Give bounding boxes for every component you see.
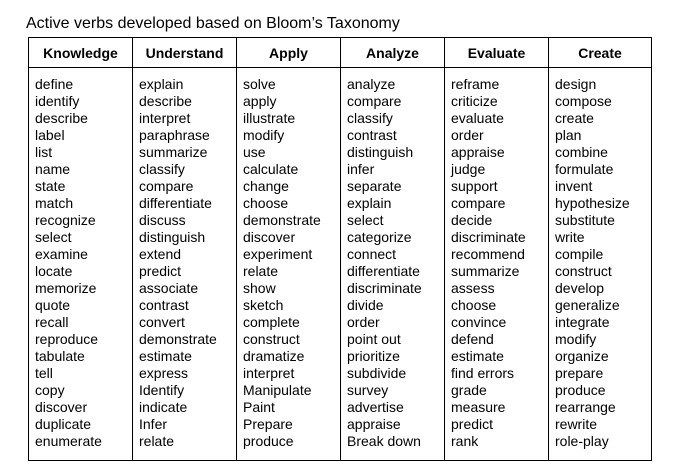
verb-item: quote [35, 297, 71, 313]
verb-item: construct [243, 331, 300, 347]
verb-item: recognize [35, 212, 96, 228]
verb-item: subdivide [347, 365, 407, 381]
verb-item: express [139, 365, 189, 381]
verb-item: survey [347, 382, 389, 398]
verb-item: enumerate [35, 433, 102, 449]
verb-item: label [35, 127, 65, 143]
verb-item: discover [243, 229, 296, 245]
verb-item: paraphrase [139, 127, 210, 143]
verb-item: summarize [451, 263, 520, 279]
verb-item: copy [35, 382, 65, 398]
verb-item: extend [139, 246, 182, 262]
verb-item: associate [139, 280, 199, 296]
verb-item: choose [243, 195, 289, 211]
verb-item: classify [139, 161, 185, 177]
verb-item: hypothesize [555, 195, 630, 211]
verb-item: relate [139, 433, 175, 449]
verb-item: grade [451, 382, 487, 398]
verb-item: analyze [347, 76, 396, 92]
verbs-row [29, 68, 652, 461]
verb-item: compile [555, 246, 604, 262]
verb-item: interpret [139, 110, 191, 126]
verb-item: recall [35, 314, 69, 330]
verb-list-evaluate [445, 68, 549, 461]
verb-item: compose [555, 93, 612, 109]
verb-item: write [555, 229, 585, 245]
verb-item: divide [347, 297, 384, 313]
verb-item: classify [347, 110, 393, 126]
verb-item: state [35, 178, 66, 194]
verb-item: infer [347, 161, 375, 177]
verb-item: explain [139, 76, 184, 92]
verb-item: illustrate [243, 110, 296, 126]
verb-item: predict [451, 416, 494, 432]
verb-item: rewrite [555, 416, 598, 432]
verb-item: contrast [139, 297, 189, 313]
verb-item: change [243, 178, 289, 194]
document-title: Active verbs developed based on Bloom’s Taxonomy [26, 15, 400, 32]
verb-item: calculate [243, 161, 299, 177]
verb-item: generalize [555, 297, 620, 313]
verb-item: invent [555, 178, 593, 194]
verb-item: list [35, 144, 53, 160]
verb-item: summarize [139, 144, 208, 160]
verb-item: modify [243, 127, 285, 143]
verb-item: find errors [451, 365, 515, 381]
verb-item: contrast [347, 127, 397, 143]
bloom-verbs-table [28, 37, 652, 461]
verb-list-create [549, 68, 652, 461]
verb-item: order [347, 314, 380, 330]
verb-list-knowledge [29, 68, 133, 461]
verb-item: estimate [139, 348, 192, 364]
verb-item: predict [139, 263, 182, 279]
verb-item: solve [243, 76, 276, 92]
verb-item: rank [451, 433, 479, 449]
verb-item: combine [555, 144, 608, 160]
verb-item: memorize [35, 280, 97, 296]
verb-item: compare [347, 93, 402, 109]
verb-item: connect [347, 246, 397, 262]
header-row [29, 38, 652, 68]
verb-item: criticize [451, 93, 498, 109]
verb-item: demonstrate [243, 212, 321, 228]
verb-item: modify [555, 331, 597, 347]
verb-item: match [35, 195, 74, 211]
verb-item: apply [243, 93, 277, 109]
verb-item: interpret [243, 365, 295, 381]
verb-item: point out [347, 331, 401, 347]
verb-item: measure [451, 399, 506, 415]
column-header-apply: Apply [237, 38, 341, 68]
verb-item: reframe [451, 76, 500, 92]
verb-item: distinguish [347, 144, 414, 160]
verb-item: use [243, 144, 266, 160]
verb-item: plan [555, 127, 582, 143]
verb-item: produce [555, 382, 606, 398]
verb-item: organize [555, 348, 609, 364]
verb-item: formulate [555, 161, 614, 177]
verb-item: prepare [555, 365, 604, 381]
verb-item: distinguish [139, 229, 206, 245]
verb-item: Prepare [243, 416, 293, 432]
verb-item: explain [347, 195, 392, 211]
verb-item: examine [35, 246, 88, 262]
verb-item: experiment [243, 246, 313, 262]
verb-item: produce [243, 433, 294, 449]
verb-item: describe [35, 110, 88, 126]
verb-item: convince [451, 314, 507, 330]
verb-item: select [347, 212, 384, 228]
verb-item: tabulate [35, 348, 85, 364]
verb-item: identify [35, 93, 80, 109]
verb-item: locate [35, 263, 73, 279]
verb-item: appraise [451, 144, 505, 160]
column-header-analyze: Analyze [341, 38, 445, 68]
verb-item: develop [555, 280, 605, 296]
column-header-create: Create [549, 38, 652, 68]
verb-item: Break down [347, 433, 421, 449]
verb-item: duplicate [35, 416, 92, 432]
verb-item: rearrange [555, 399, 616, 415]
verb-list-analyze [341, 68, 445, 461]
column-header-evaluate: Evaluate [445, 38, 549, 68]
column-header-knowledge: Knowledge [29, 38, 133, 68]
verb-item: convert [139, 314, 185, 330]
verb-item: discriminate [451, 229, 526, 245]
verb-item: show [243, 280, 276, 296]
verb-item: sketch [243, 297, 284, 313]
verb-item: discover [35, 399, 88, 415]
column-header-understand: Understand [133, 38, 237, 68]
verb-item: evaluate [451, 110, 504, 126]
verb-item: compare [451, 195, 506, 211]
verb-item: define [35, 76, 74, 92]
verb-list-understand [133, 68, 237, 461]
verb-item: estimate [451, 348, 504, 364]
verb-item: Infer [139, 416, 168, 432]
verb-item: recommend [451, 246, 525, 262]
verb-item: complete [243, 314, 300, 330]
verb-item: reproduce [35, 331, 99, 347]
verb-item: defend [451, 331, 494, 347]
verb-item: categorize [347, 229, 412, 245]
verb-item: discuss [139, 212, 186, 228]
verb-item: separate [347, 178, 402, 194]
verb-item: create [555, 110, 594, 126]
verb-item: select [35, 229, 72, 245]
verb-item: assess [451, 280, 495, 296]
verb-item: Manipulate [243, 382, 312, 398]
verb-item: discriminate [347, 280, 422, 296]
verb-item: relate [243, 263, 279, 279]
verb-item: Paint [243, 399, 275, 415]
verb-item: substitute [555, 212, 615, 228]
verb-item: prioritize [347, 348, 400, 364]
verb-item: order [451, 127, 484, 143]
verb-item: design [555, 76, 597, 92]
verb-item: judge [451, 161, 486, 177]
verb-list-apply [237, 68, 341, 461]
verb-item: construct [555, 263, 612, 279]
verb-item: support [451, 178, 498, 194]
verb-item: advertise [347, 399, 404, 415]
verb-item: role-play [555, 433, 609, 449]
verb-item: Identify [139, 382, 185, 398]
verb-item: appraise [347, 416, 401, 432]
verb-item: choose [451, 297, 497, 313]
verb-item: tell [35, 365, 53, 381]
verb-item: decide [451, 212, 493, 228]
verb-item: compare [139, 178, 194, 194]
verb-item: name [35, 161, 71, 177]
verb-item: dramatize [243, 348, 305, 364]
verb-item: describe [139, 93, 192, 109]
verb-item: differentiate [347, 263, 420, 279]
verb-item: differentiate [139, 195, 212, 211]
verb-item: integrate [555, 314, 610, 330]
verb-item: indicate [139, 399, 188, 415]
verb-item: demonstrate [139, 331, 217, 347]
